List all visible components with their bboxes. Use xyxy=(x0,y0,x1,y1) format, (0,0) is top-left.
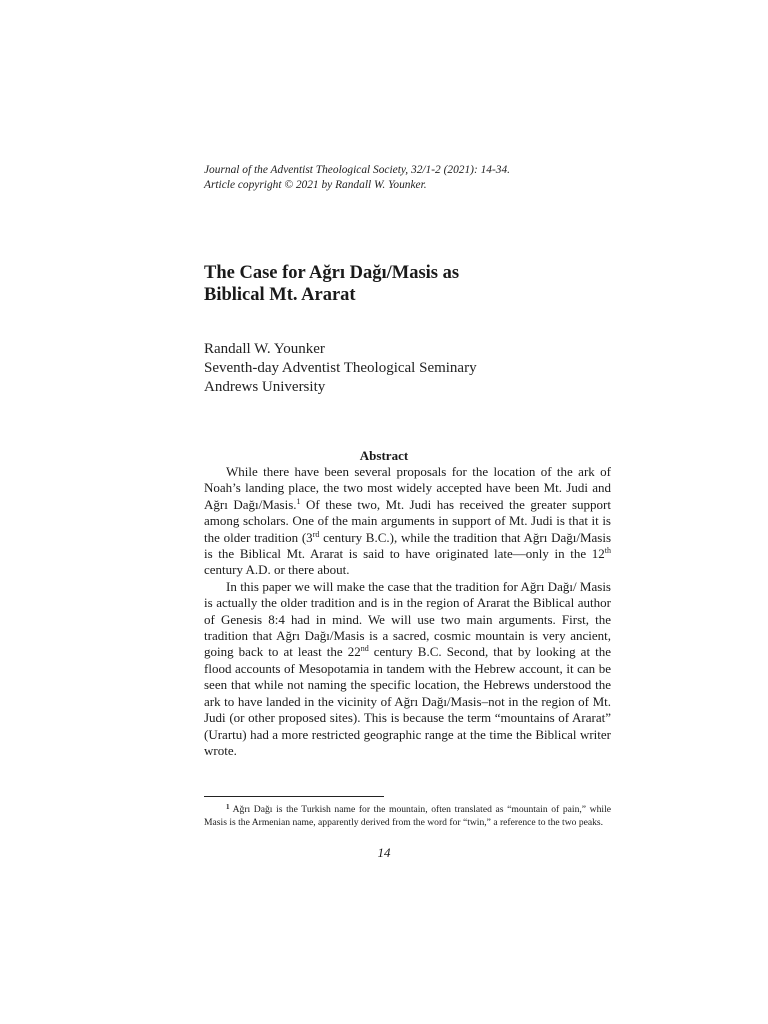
footnote-divider xyxy=(204,796,384,797)
title-line-1: The Case for Ağrı Dağı/Masis as xyxy=(204,263,460,283)
article-title xyxy=(204,262,459,306)
title-line-2: Biblical Mt. Ararat xyxy=(204,285,356,305)
abstract-paragraph-1 xyxy=(204,464,611,579)
footnote-paragraph xyxy=(204,803,611,829)
abstract-text: In this paper we will make the case that the tradition for Ağrı Dağı/ Masis is actually the older tradition and is in the region of Ararat the Biblical author of Genesis 8:4 had in mind. We will use two main arguments. First, the tradition that Ağrı Dağı/Masis is a sacred, cosmic mountain is very ancient, going back to at least the 22 xyxy=(204,578,611,660)
author-affiliation-2: Andrews University xyxy=(204,379,326,395)
abstract-paragraph-2 xyxy=(204,579,611,759)
abstract-text: Of these two, Mt. Judi has received the greater support among scholars. One of the main arguments in support of Mt. Judi is that it is the older tradition (3 xyxy=(204,496,611,545)
ordinal-superscript: rd xyxy=(312,529,320,539)
abstract-body xyxy=(204,464,611,759)
abstract-heading: Abstract xyxy=(359,448,409,463)
page-number: 14 xyxy=(377,845,391,860)
abstract-text: While there have been several proposals for the location of the ark of Noah’s landing place, the two most widely accepted have been Mt. Judi and Ağrı Dağı/Masis. xyxy=(204,464,611,512)
author-affiliation-1: Seventh-day Adventist Theological Seminary xyxy=(204,360,477,376)
footnote-marker: 1 xyxy=(226,803,230,811)
abstract-text: century B.C.), while the tradition that Ağrı Dağı/Masis is the Biblical Mt. Ararat is said to have originated late—only in the 12 xyxy=(204,529,612,562)
footnote-text: Ağrı Dağı is the Turkish name for the mountain, often translated as “mountain of pain,” while Masis is the Armenian name, apparently derived from the word for “twin,” a reference to the two peaks. xyxy=(204,804,611,828)
footnote-reference: 1 xyxy=(296,496,301,506)
author-name: Randall W. Younker xyxy=(204,341,325,357)
abstract-text: century B.C. Second, that by looking at the flood accounts of Mesopotamia in tandem with the Hebrew account, it can be seen that while not naming the specific location, the Hebrews understood the ark to have landed in the vicinity of Ağrı Dağı/Masis–not in the region of Mt. Judi (or other proposed sites). This is because the term “mountains of Ararat” (Urartu) had a more restricted geographic range at the time the Biblical writer wrote. xyxy=(204,644,611,758)
footnote xyxy=(204,803,611,829)
copyright-line: Article copyright © 2021 by Randall W. Younker. xyxy=(204,179,427,191)
author-block xyxy=(204,340,477,397)
ordinal-superscript: nd xyxy=(360,644,369,654)
ordinal-superscript: th xyxy=(604,546,611,556)
abstract-text: century A.D. or there about. xyxy=(204,562,350,578)
journal-header xyxy=(204,163,510,193)
journal-citation: Journal of the Adventist Theological Society, 32/1-2 (2021): 14-34. xyxy=(204,164,511,176)
